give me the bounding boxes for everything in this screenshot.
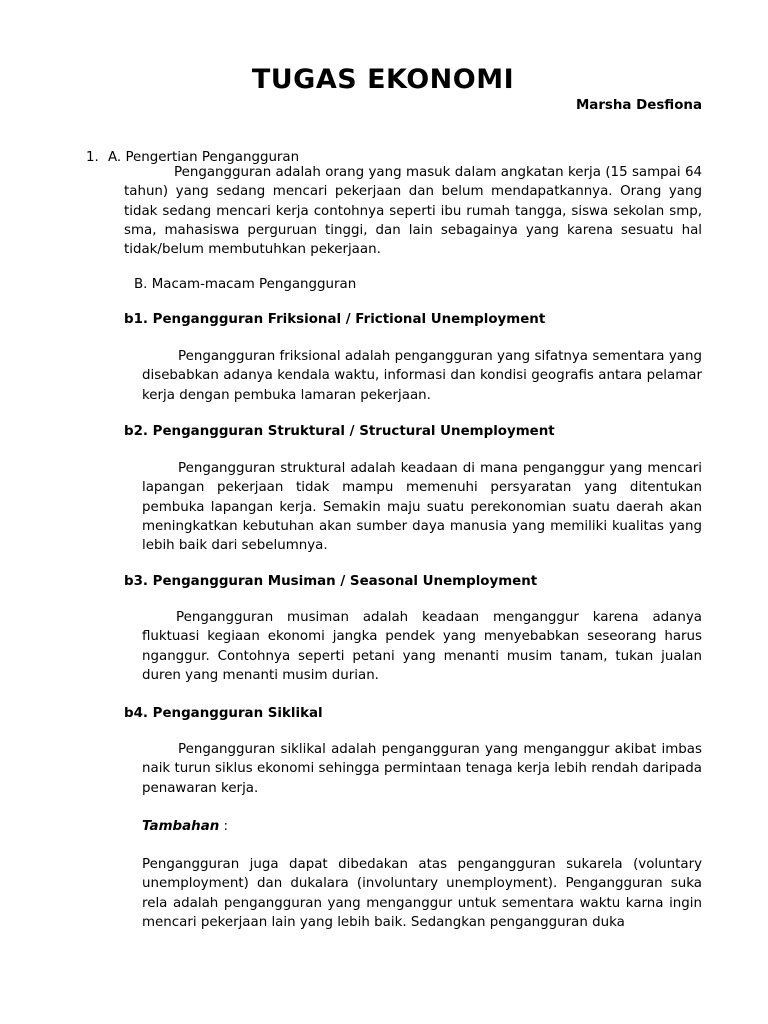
section-1-paragraph: Pengangguran adalah orang yang masuk dalam angkatan kerja (15 sampai 64 tahun) yang sedang mencari pekerjaan dan belum mendapatkannya. Orang yang tidak sedang mencari kerja contohnya seperti ibu rumah tangga, siswa sekolan smp, sma, mahasiswa perguruan tinggi, dan lain sebagainya yang karena sesuatu hal tidak/belum membutuhkan pekerjaan. xyxy=(124,165,702,258)
b3-heading: b3. Pengangguran Musiman / Seasonal Unemployment xyxy=(124,574,538,589)
tambahan-label: Tambahan xyxy=(142,819,220,834)
b2-heading: b2. Pengangguran Struktural / Structural Unemployment xyxy=(124,424,555,439)
section-b-heading: B. Macam-macam Pengangguran xyxy=(134,277,357,292)
tambahan-paragraph: Pengangguran juga dapat dibedakan atas pengangguran sukarela (voluntary unemployment) dan dukalara (involuntary unemployment). Pengangguran suka rela adalah pengangguran yang menganggur untuk sementara waktu karna ingin mencari pekerjaan lain yang lebih baik. Sedangkan pengangguran duka xyxy=(142,857,702,930)
b2-paragraph: Pengangguran struktural adalah keadaan di mana penganggur yang mencari lapangan pekerjaan tidak mampu memenuhi persyaratan yang ditentukan pembuka lapangan kerja. Semakin maju suatu perekonomian suatu daerah akan meningkatkan kebutuhan akan sumber daya manusia yang memiliki kualitas yang lebih baik dari sebelumnya. xyxy=(142,461,702,554)
b4-heading: b4. Pengangguran Siklikal xyxy=(124,706,323,721)
author-name: Marsha Desfiona xyxy=(575,98,702,113)
tambahan-colon: : xyxy=(219,819,229,834)
b1-paragraph: Pengangguran friksional adalah pengangguran yang sifatnya sementara yang disebabkan adanya kendala waktu, informasi dan kondisi geografis antara pelamar kerja dengan pembuka lamaran pekerjaan. xyxy=(142,349,702,403)
b1-heading: b1. Pengangguran Friksional / Frictional Unemployment xyxy=(124,312,546,327)
section-1-heading: A. Pengertian Pengangguran xyxy=(108,150,300,165)
b3-paragraph: Pengangguran musiman adalah keadaan menganggur karena adanya fluktuasi kegiaan ekonomi jangka pendek yang menyebabkan seseorang harus nganggur. Contohnya seperti petani yang menanti musim tanam, tukan jualan duren yang menanti musim durian. xyxy=(142,610,702,683)
section-1-number: 1. xyxy=(86,150,99,165)
tambahan-heading xyxy=(142,817,228,837)
b4-paragraph: Pengangguran siklikal adalah pengangguran yang menganggur akibat imbas naik turun siklus ekonomi sehingga permintaan tenaga kerja lebih rendah daripada penawaran kerja. xyxy=(142,742,702,796)
document-title: TUGAS EKONOMI xyxy=(251,64,515,95)
